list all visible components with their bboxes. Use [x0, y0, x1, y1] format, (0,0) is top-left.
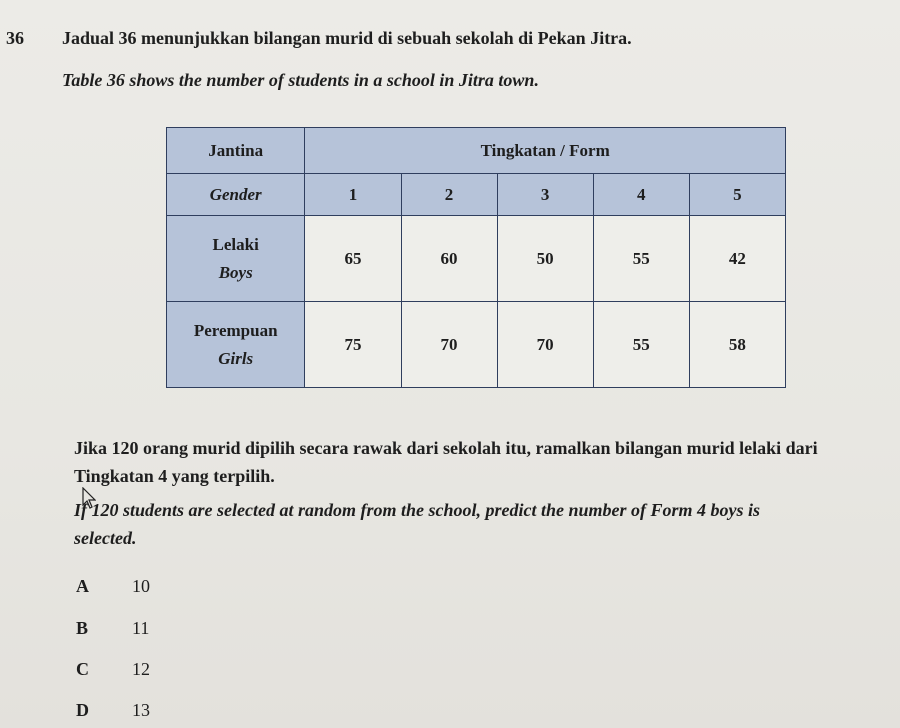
table-form-1: 1	[305, 174, 401, 216]
table-cell: 65	[305, 216, 401, 302]
prompt-english-line-1: If 120 students are selected at random from the school, predict the number of Form 4 boys is	[74, 500, 761, 520]
option-letter: C	[76, 659, 89, 679]
table-cell: 70	[497, 302, 593, 388]
mouse-pointer-icon	[82, 487, 96, 509]
option-letter: D	[76, 700, 89, 720]
table-cell: 58	[689, 302, 785, 388]
prompt-english-line-2: selected.	[74, 528, 137, 548]
table-cell: 55	[593, 216, 689, 302]
table-header-form: Tingkatan / Form	[305, 128, 786, 174]
row-label-girls: Perempuan Girls	[167, 302, 305, 388]
table-form-2: 2	[401, 174, 497, 216]
table-header-gender-malay: Jantina	[167, 128, 305, 174]
question-number: 36	[6, 28, 24, 48]
row-label-boys: Lelaki Boys	[167, 216, 305, 302]
question-stem-english: Table 36 shows the number of students in a school in Jitra town.	[62, 70, 539, 90]
table-form-3: 3	[497, 174, 593, 216]
table-cell: 42	[689, 216, 785, 302]
prompt-malay-line-2: Tingkatan 4 yang terpilih.	[74, 466, 275, 486]
option-value: 12	[132, 659, 150, 679]
option-value: 13	[132, 700, 150, 720]
table-form-5: 5	[689, 174, 785, 216]
table-form-4: 4	[593, 174, 689, 216]
option-letter: B	[76, 618, 89, 638]
table-cell: 50	[497, 216, 593, 302]
table-row	[167, 216, 786, 302]
table-row	[167, 302, 786, 388]
option-value: 10	[132, 576, 150, 596]
option-value: 11	[132, 618, 150, 638]
option-letter: A	[76, 576, 89, 596]
table-cell: 75	[305, 302, 401, 388]
student-count-table	[166, 127, 786, 388]
table-header-gender-english: Gender	[167, 174, 305, 216]
table-cell: 55	[593, 302, 689, 388]
table-cell: 70	[401, 302, 497, 388]
table-cell: 60	[401, 216, 497, 302]
prompt-malay-line-1: Jika 120 orang murid dipilih secara rawak dari sekolah itu, ramalkan bilangan murid lelaki dari	[74, 438, 818, 458]
question-stem-malay: Jadual 36 menunjukkan bilangan murid di sebuah sekolah di Pekan Jitra.	[62, 28, 632, 48]
